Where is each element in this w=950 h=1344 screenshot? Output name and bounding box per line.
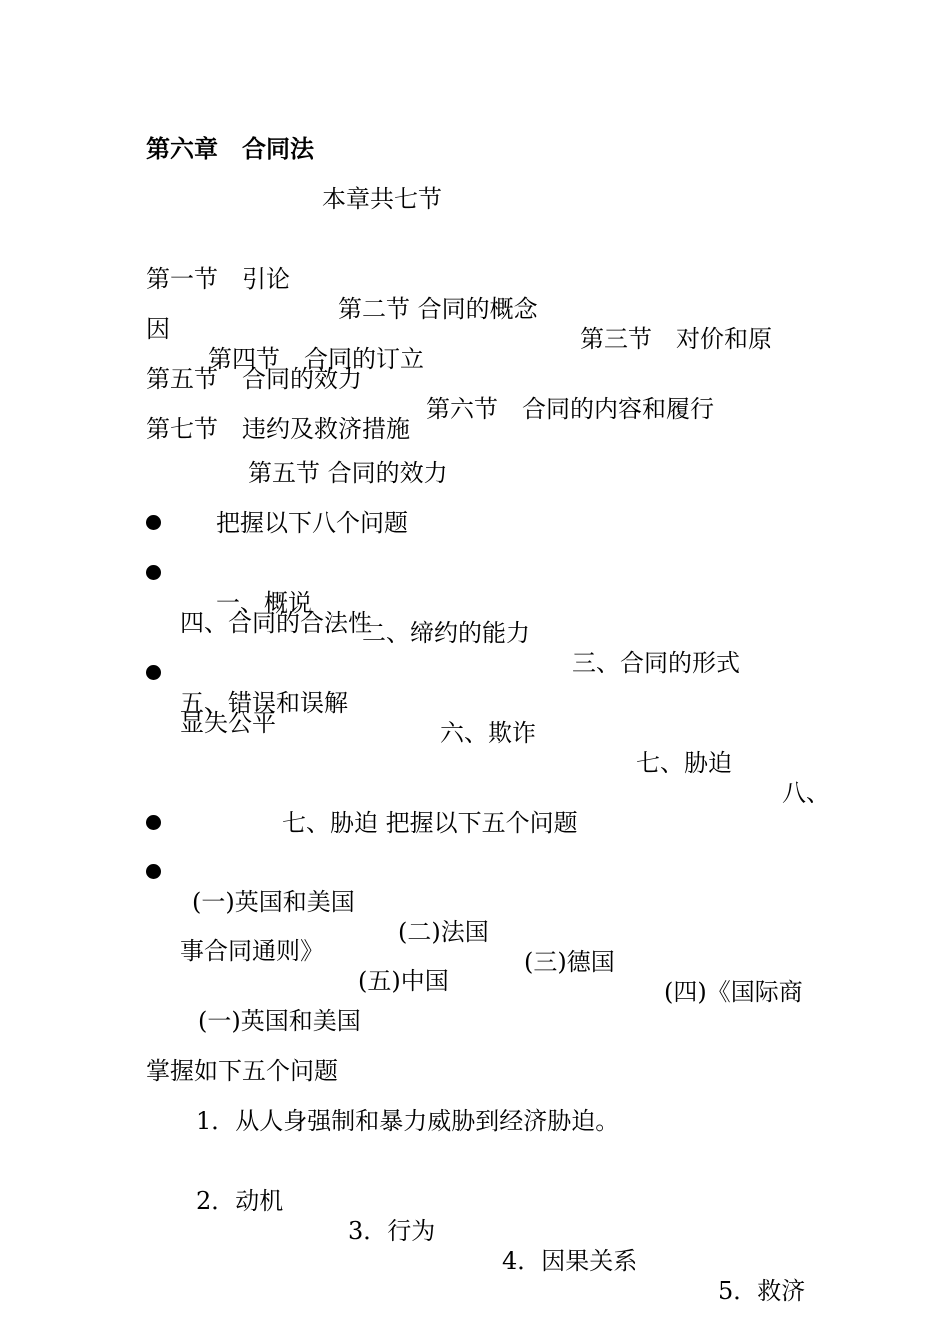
jurisdiction-unidroit-cont: 事合同通则》 bbox=[180, 937, 324, 965]
chapter-subtitle: 本章共七节 bbox=[322, 185, 442, 213]
section5-bullet-1: 把握以下八个问题 bbox=[216, 509, 408, 537]
item-mistake: 五、错误和误解 bbox=[180, 689, 348, 717]
item-overview: 一、概说 bbox=[216, 589, 312, 617]
jurisdiction-uk-us: (一)英国和美国 bbox=[192, 888, 355, 916]
subsection-item-2: 2．动机 bbox=[196, 1187, 284, 1215]
jurisdiction-germany: (三)德国 bbox=[524, 948, 615, 976]
section5-heading: 第五节 合同的效力 bbox=[248, 459, 448, 487]
toc-section-3-cont: 因 bbox=[146, 315, 170, 343]
toc-section-5: 第五节 合同的效力 bbox=[146, 365, 362, 393]
toc-row-4 bbox=[0, 384, 950, 474]
item-capacity: 二、缔约的能力 bbox=[362, 619, 530, 647]
subsection-intro: 掌握如下五个问题 bbox=[146, 1057, 338, 1085]
item-unconscionability-number: 八、 bbox=[782, 779, 830, 807]
toc-section-1: 第一节 引论 bbox=[146, 265, 290, 293]
subsection-item-4: 4．因果关系 bbox=[502, 1247, 638, 1275]
bullet-dot bbox=[146, 515, 161, 530]
bullet-dot bbox=[146, 815, 161, 830]
subsection-items-row bbox=[0, 1156, 950, 1336]
jurisdiction-france: (二)法国 bbox=[398, 918, 489, 946]
subsection-item-1: 1．从人身强制和暴力威胁到经济胁迫。 bbox=[196, 1107, 620, 1135]
toc-section-3: 第三节 对价和原 bbox=[580, 325, 772, 353]
section7-bullet-2-cont bbox=[0, 906, 950, 1026]
toc-section-7: 第七节 违约及救济措施 bbox=[146, 415, 410, 443]
item-duress: 七、胁迫 bbox=[636, 749, 732, 777]
jurisdiction-unidroit: (四)《国际商 bbox=[664, 978, 803, 1006]
subsection-heading: (一)英国和美国 bbox=[198, 1007, 361, 1035]
jurisdiction-china: (五)中国 bbox=[358, 967, 449, 995]
item-fraud: 六、欺诈 bbox=[440, 719, 536, 747]
subsection-item-5: 5．救济 bbox=[718, 1277, 806, 1305]
item-legality: 四、合同的合法性 bbox=[180, 609, 372, 637]
chapter-title: 第六章 合同法 bbox=[146, 135, 314, 163]
toc-section-4: 第四节 合同的订立 bbox=[208, 345, 424, 373]
subsection-item-3: 3．行为 bbox=[348, 1217, 436, 1245]
item-form: 三、合同的形式 bbox=[572, 649, 740, 677]
section7-bullet-1: 七、胁迫 把握以下五个问题 bbox=[282, 809, 578, 837]
item-unconscionability: 显失公平 bbox=[180, 709, 276, 737]
toc-section-6: 第六节 合同的内容和履行 bbox=[426, 395, 714, 423]
toc-section-2: 第二节 合同的概念 bbox=[338, 295, 538, 323]
